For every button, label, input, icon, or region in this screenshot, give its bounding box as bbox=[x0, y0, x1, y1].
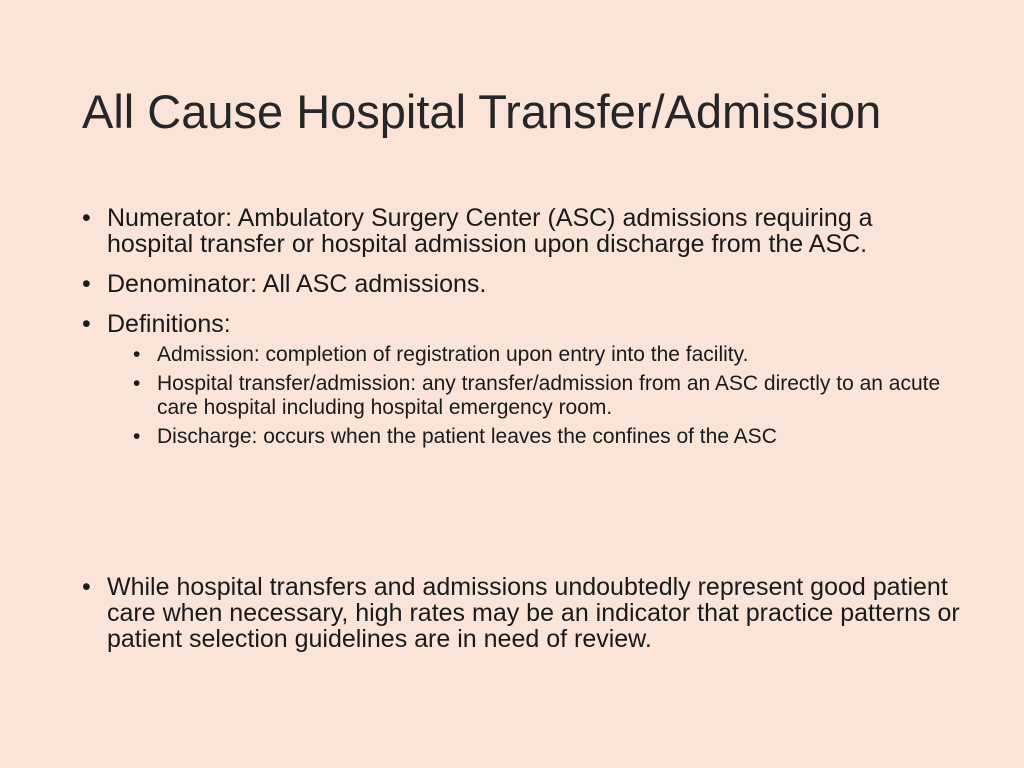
bullet-closing-note: • While hospital transfers and admissions undoubtedly represent good patient care when necessary, high rates may be an indicator that practice patterns or patient selection guidelines are in need of review. bbox=[82, 574, 962, 652]
sub-bullet-discharge: • Discharge: occurs when the patient leaves the confines of the ASC bbox=[133, 425, 962, 449]
bullet-list bbox=[82, 205, 962, 463]
bullet-definitions bbox=[82, 311, 962, 449]
bullet-numerator: • Numerator: Ambulatory Surgery Center (ASC) admissions requiring a hospital transfer or hospital admission upon discharge from the ASC. bbox=[82, 205, 962, 257]
definitions-label: Definitions: bbox=[107, 310, 231, 338]
sub-bullet-admission: • Admission: completion of registration upon entry into the facility. bbox=[133, 343, 962, 367]
sub-bullet-hospital-transfer: • Hospital transfer/admission: any transfer/admission from an ASC directly to an acute care hospital including hospital emergency room. bbox=[133, 372, 962, 420]
definitions-sub-list bbox=[107, 343, 962, 449]
slide-title: All Cause Hospital Transfer/Admission bbox=[82, 85, 882, 138]
bullet-denominator: • Denominator: All ASC admissions. bbox=[82, 271, 962, 297]
